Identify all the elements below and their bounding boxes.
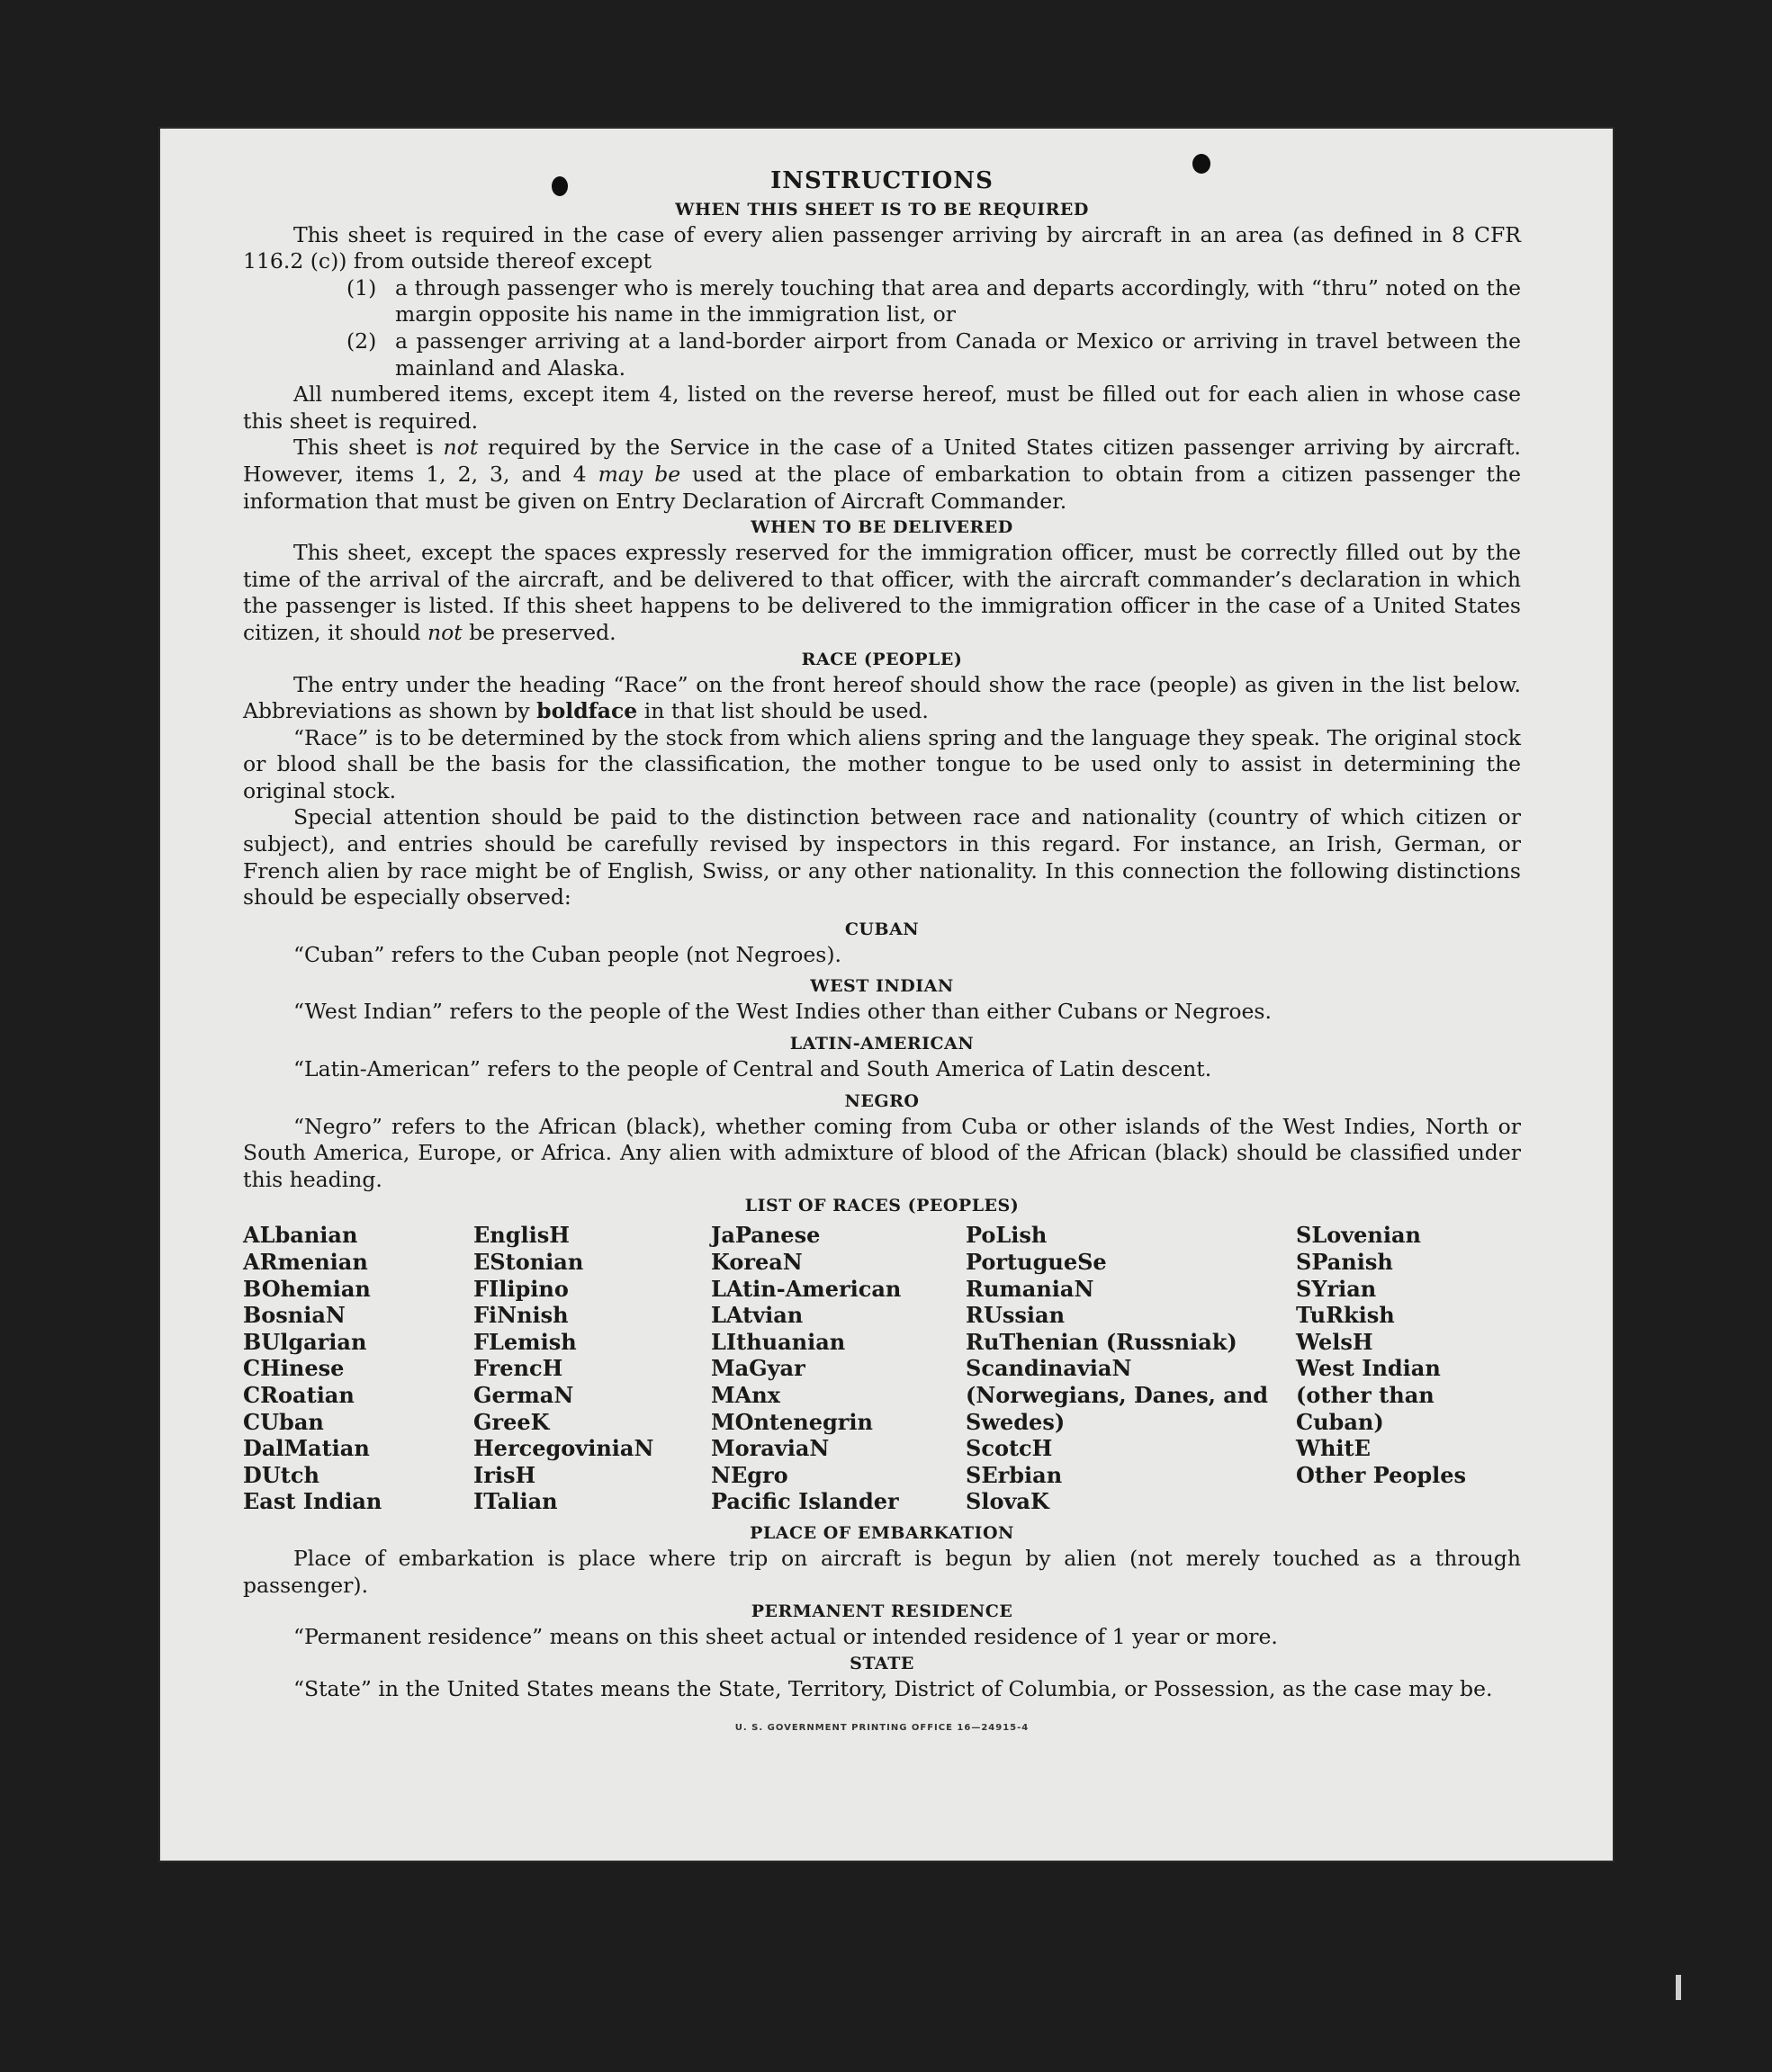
paragraph-citizen: This sheet is not required by the Service in the case of a United States citizen passenger arriving by aircraft. However, items 1, 2, 3, and 4 may be used at the place of embarkation to obtain from a citizen passenger the information that must be given on Entry Declaration of Aircraft Commander. [243, 435, 1522, 514]
race-item: WelsH [1296, 1328, 1373, 1355]
heading-required: WHEN THIS SHEET IS TO BE REQUIRED [675, 199, 1089, 220]
exception-item-1 [346, 275, 1521, 328]
races-list [243, 1222, 1521, 1515]
race-item: East Indian [243, 1488, 382, 1515]
race-item: MoraviaN [711, 1435, 830, 1462]
race-item: MAnx [711, 1381, 780, 1408]
races-column-3 [711, 1222, 966, 1515]
races-group [1296, 1222, 1521, 1355]
heading-race: RACE (PEOPLE) [801, 649, 963, 669]
race-item: LAtvian [711, 1302, 804, 1329]
races-column-5 [1296, 1222, 1521, 1515]
races-group [1296, 1435, 1521, 1488]
paragraph-latin-american: “Latin-American” refers to the people of Central and South America of Latin descent. [293, 1056, 1212, 1082]
heading-latin-american: LATIN-AMERICAN [789, 1034, 975, 1054]
race-item: NEgro [711, 1461, 788, 1488]
race-item: KoreaN [711, 1249, 803, 1275]
paragraph-race-3: Special attention should be paid to the distinction between race and nationality (country of which citizen or subject), and entries should be carefully revised by inspectors in this regard. For instance, an Irish, German, or French alien by race might be of English, Swiss, or any other nationality. In this connection the following distinctions should be especially observed: [243, 804, 1521, 910]
race-item: RuThenian (Russniak) [966, 1328, 1237, 1355]
item-text: a passenger arriving at a land-border airport from Canada or Mexico or arriving in travel between the mainland and Alaska. [395, 327, 1521, 381]
race-item: ScotcH [966, 1435, 1053, 1462]
page-title: INSTRUCTIONS [770, 167, 994, 194]
races-column-4 [966, 1222, 1296, 1515]
paragraph-race-2: “Race” is to be determined by the stock from which aliens spring and the language they speak. The original stock or blood shall be the basis for the classification, the mother tongue to be used only to assist in determining the original stock. [243, 724, 1521, 803]
race-item: GreeK [473, 1408, 550, 1435]
race-item: LIthuanian [711, 1328, 846, 1355]
instructions-text [243, 168, 1521, 1742]
heading-delivered: WHEN TO BE DELIVERED [751, 517, 1013, 538]
heading-embarkation: PLACE OF EMBARKATION [750, 1522, 1014, 1543]
paragraph-west-indian: “West Indian” refers to the people of the West Indies other than either Cubans or Negroes. [293, 999, 1272, 1025]
heading-cuban: CUBAN [844, 919, 920, 939]
paragraph-cuban: “Cuban” refers to the Cuban people (not Negroes). [293, 941, 842, 967]
race-item: RumaniaN [966, 1275, 1094, 1302]
paragraph-state: “State” in the United States means the State, Territory, District of Columbia, or Possession, as the case may be. [293, 1675, 1493, 1701]
race-item: DUtch [243, 1461, 319, 1488]
race-item: West Indian (other than Cuban) [1296, 1355, 1441, 1435]
race-item: LAtin-American [711, 1275, 902, 1302]
race-item: HercegoviniaN [473, 1435, 654, 1462]
printing-office-footer: U. S. GOVERNMENT PRINTING OFFICE 16—24915-4 [734, 1723, 1030, 1734]
race-item: BOhemian [243, 1275, 371, 1302]
race-item: JaPanese [711, 1222, 821, 1249]
heading-state: STATE [850, 1653, 914, 1673]
heading-residence: PERMANENT RESIDENCE [751, 1601, 1013, 1622]
race-item: EStonian [473, 1249, 584, 1275]
exception-item-2 [346, 328, 1521, 381]
paragraph-negro: “Negro” refers to the African (black), whether coming from Cuba or other islands of the West Indies, North or South America, Europe, or Africa. Any alien with admixture of blood of the African (black) should be classified under this heading. [243, 1113, 1521, 1192]
race-item: MOntenegrin [711, 1408, 873, 1435]
race-item: EnglisH [473, 1222, 570, 1249]
race-item: ITalian [473, 1488, 558, 1515]
race-item: FIlipino [473, 1275, 569, 1302]
race-item: SPanish [1296, 1249, 1393, 1275]
race-item: ALbanian [243, 1222, 358, 1249]
race-item: ScandinaviaN (Norwegians, Danes, and Swedes) [966, 1355, 1269, 1435]
race-item: IrisH [473, 1461, 536, 1488]
race-item: SlovaK [966, 1488, 1049, 1515]
races-group [966, 1222, 1296, 1355]
paragraph-numbered-items: All numbered items, except item 4, listed on the reverse hereof, must be filled out for each alien in whose case this sheet is required. [243, 381, 1521, 434]
race-item: PoLish [966, 1222, 1048, 1249]
race-item: FiNnish [473, 1302, 569, 1329]
races-column-1 [243, 1222, 473, 1515]
race-item: Other Peoples [1296, 1461, 1467, 1488]
race-item: BosniaN [243, 1302, 346, 1329]
item-number: (2) [346, 327, 377, 354]
document-page [160, 129, 1613, 1861]
race-item: CRoatian [243, 1381, 355, 1408]
race-item: FrencH [473, 1355, 563, 1382]
race-item: SErbian [966, 1461, 1063, 1488]
paragraph-required: This sheet is required in the case of every alien passenger arriving by aircraft in an area (as defined in 8 CFR 116.2 (c)) from outside thereof except [243, 221, 1521, 274]
race-item: CHinese [243, 1355, 345, 1382]
paragraph-embarkation: Place of embarkation is place where trip on aircraft is begun by alien (not merely touched as a through passenger). [243, 1545, 1521, 1598]
paragraph-residence: “Permanent residence” means on this sheet actual or intended residence of 1 year or more. [293, 1624, 1278, 1650]
heading-list-of-races: LIST OF RACES (PEOPLES) [744, 1196, 1020, 1216]
race-item: CUban [243, 1408, 324, 1435]
race-item: WhitE [1296, 1435, 1371, 1462]
heading-negro: NEGRO [844, 1090, 920, 1111]
race-item: SYrian [1296, 1275, 1377, 1302]
race-item: ARmenian [243, 1249, 368, 1275]
race-item: RUssian [966, 1302, 1066, 1329]
races-column-2 [473, 1222, 711, 1515]
scan-artifact [1676, 1975, 1681, 2000]
race-item: BUlgarian [243, 1328, 367, 1355]
race-item: GermaN [473, 1381, 574, 1408]
race-item: SLovenian [1296, 1222, 1421, 1249]
races-group [966, 1435, 1296, 1515]
race-item: MaGyar [711, 1355, 805, 1382]
race-item: FLemish [473, 1328, 577, 1355]
race-item: DalMatian [243, 1435, 370, 1462]
race-item: PortugueSe [966, 1249, 1107, 1275]
paragraph-race-1: The entry under the heading “Race” on the front hereof should show the race (people) as given in the list below. Abbreviations as shown by boldface in that list should be used. [243, 671, 1521, 724]
heading-west-indian: WEST INDIAN [810, 976, 954, 997]
paragraph-delivered: This sheet, except the spaces expressly reserved for the immigration officer, must be correctly filled out by the time of the arrival of the aircraft, and be delivered to that officer, with the aircraft commander’s declaration in which the passenger is listed. If this sheet happens to be delivered to the immigration officer in the case of a United States citizen, it should not be preserved. [243, 540, 1521, 645]
race-item: Pacific Islander [711, 1488, 899, 1515]
race-item: TuRkish [1296, 1302, 1395, 1329]
item-text: a through passenger who is merely touching that area and departs accordingly, with “thru” noted on the margin opposite his name in the immigration list, or [395, 274, 1521, 327]
item-number: (1) [346, 274, 377, 300]
